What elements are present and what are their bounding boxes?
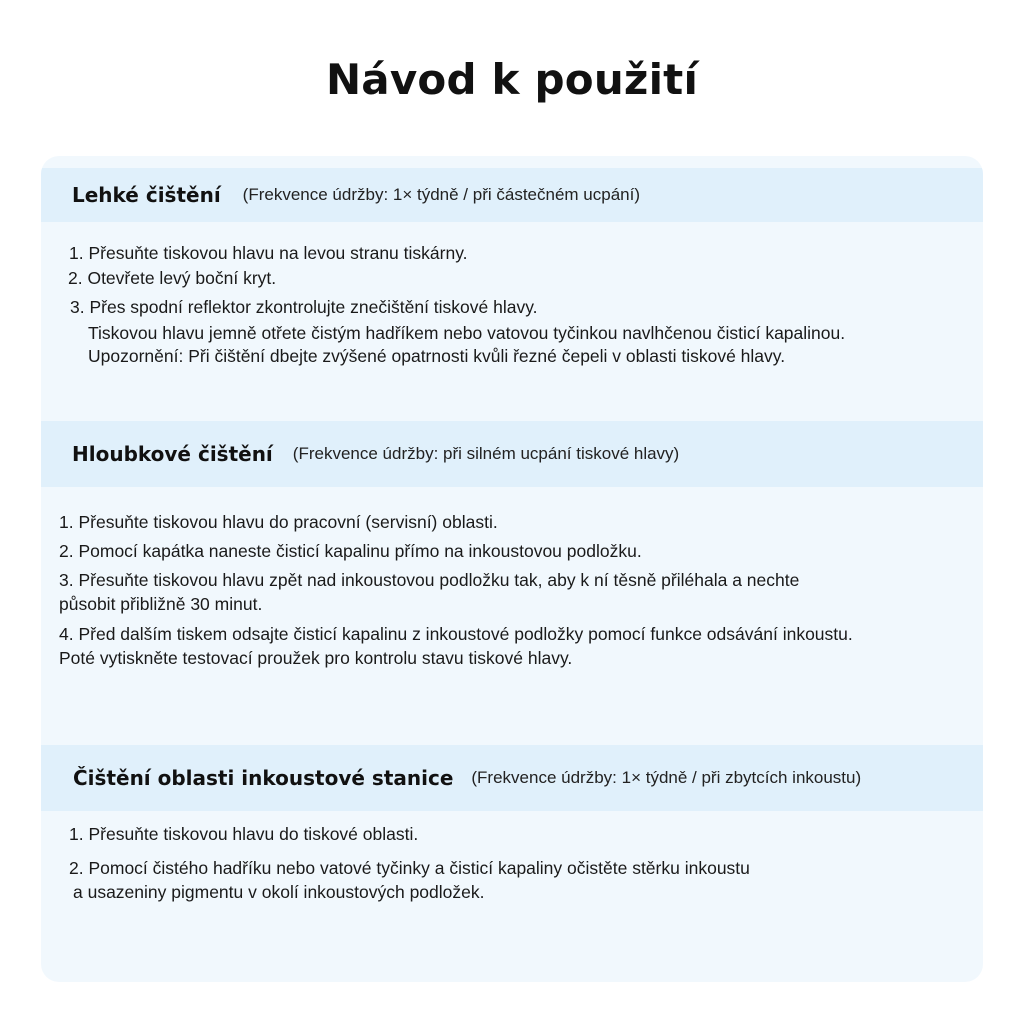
step-deep-3: 3. Přesuňte tiskovou hlavu zpět nad inkoustovou podložku tak, aby k ní těsně přiléhala a nechte: [59, 570, 800, 590]
step-deep-4-continued: Poté vytiskněte testovací proužek pro kontrolu stavu tiskové hlavy.: [59, 648, 573, 668]
section-frequency-deep-cleaning: (Frekvence údržby: při silném ucpání tiskové hlavy): [292, 444, 680, 463]
section-frequency-light-cleaning: (Frekvence údržby: 1× týdně / při částečném ucpání): [242, 185, 640, 204]
section-header-deep-cleaning: [41, 421, 983, 487]
step-light-3-detail: Tiskovou hlavu jemně otřete čistým hadříkem nebo vatovou tyčinkou navlhčenou čisticí kapalinou.: [88, 323, 846, 343]
section-title-deep-cleaning: Hloubkové čištění: [72, 442, 273, 466]
section-title-ink-station-cleaning: Čištění oblasti inkoustové stanice: [73, 766, 454, 790]
section-header-ink-station-cleaning: [41, 745, 983, 811]
step-deep-3-continued: působit přibližně 30 minut.: [59, 594, 263, 614]
section-title-light-cleaning: Lehké čištění: [72, 183, 221, 207]
step-light-warning: Upozornění: Při čištění dbejte zvýšené opatrnosti kvůli řezné čepeli v oblasti tiskové hlavy.: [88, 346, 786, 366]
step-deep-2: 2. Pomocí kapátka naneste čisticí kapalinu přímo na inkoustovou podložku.: [59, 541, 642, 561]
section-header-light-cleaning: [41, 168, 983, 222]
step-deep-1: 1. Přesuňte tiskovou hlavu do pracovní (servisní) oblasti.: [59, 512, 498, 532]
step-station-1: 1. Přesuňte tiskovou hlavu do tiskové oblasti.: [69, 824, 419, 844]
instructions-card: [41, 156, 983, 982]
step-station-2: 2. Pomocí čistého hadříku nebo vatové tyčinky a čisticí kapaliny očistěte stěrku inkoustu: [69, 858, 750, 878]
step-deep-4: 4. Před dalším tiskem odsajte čisticí kapalinu z inkoustové podložky pomocí funkce odsávání inkoustu.: [59, 624, 853, 644]
step-light-2: 2. Otevřete levý boční kryt.: [68, 268, 277, 288]
section-frequency-ink-station-cleaning: (Frekvence údržby: 1× týdně / při zbytcích inkoustu): [471, 768, 862, 787]
step-light-1: 1. Přesuňte tiskovou hlavu na levou stranu tiskárny.: [69, 243, 468, 263]
step-light-3: 3. Přes spodní reflektor zkontrolujte znečištění tiskové hlavy.: [70, 297, 538, 317]
step-station-2-continued: a usazeniny pigmentu v okolí inkoustových podložek.: [73, 882, 485, 902]
page-title: Návod k použití: [325, 55, 699, 104]
